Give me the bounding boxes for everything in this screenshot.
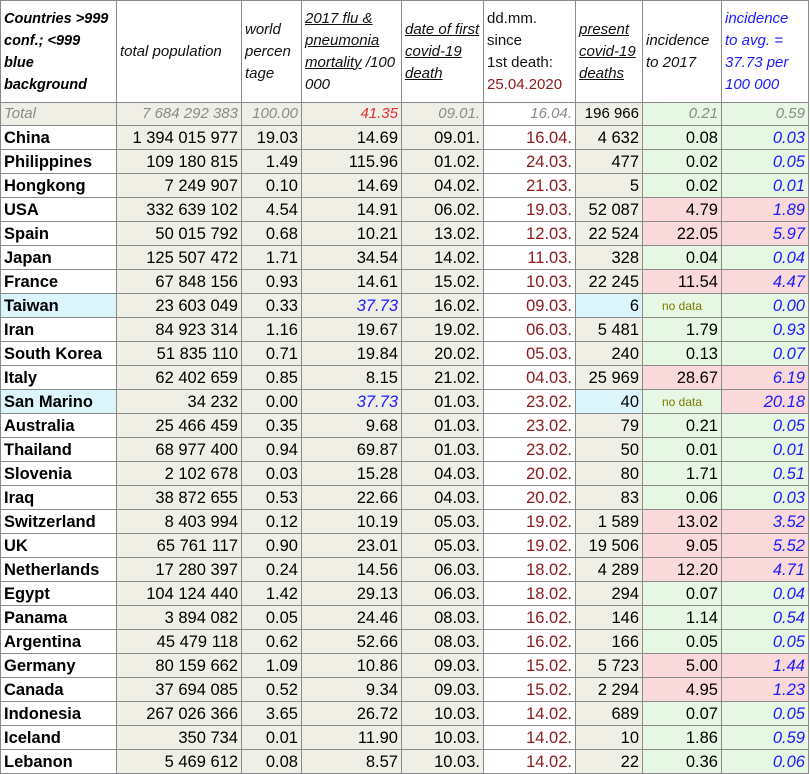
total-world: 100.00 <box>242 103 302 126</box>
header-since-line3: 1st death: <box>487 53 553 71</box>
cell-population: 2 102 678 <box>117 462 242 486</box>
cell-incidence: 0.13 <box>643 342 722 366</box>
cell-incidence: 0.36 <box>643 750 722 774</box>
cell-flu-mortality: 10.19 <box>302 510 402 534</box>
cell-incidence-avg: 4.47 <box>722 270 809 294</box>
cell-country: Philippines <box>1 150 117 174</box>
cell-flu-mortality: 11.90 <box>302 726 402 750</box>
cell-country: Panama <box>1 606 117 630</box>
cell-incidence: 0.07 <box>643 702 722 726</box>
cell-incidence-avg: 1.23 <box>722 678 809 702</box>
cell-since-first-death: 20.02. <box>484 486 576 510</box>
cell-country: China <box>1 126 117 150</box>
cell-incidence: 1.86 <box>643 726 722 750</box>
cell-first-death: 09.01. <box>402 126 484 150</box>
cell-population: 67 848 156 <box>117 270 242 294</box>
cell-world-percentage: 0.53 <box>242 486 302 510</box>
cell-present-deaths: 22 524 <box>576 222 643 246</box>
cell-world-percentage: 0.00 <box>242 390 302 414</box>
cell-population: 3 894 082 <box>117 606 242 630</box>
cell-country: Hongkong <box>1 174 117 198</box>
cell-country: Germany <box>1 654 117 678</box>
cell-present-deaths: 294 <box>576 582 643 606</box>
cell-present-deaths: 19 506 <box>576 534 643 558</box>
cell-incidence-avg: 0.06 <box>722 750 809 774</box>
table-row <box>1 126 809 150</box>
cell-incidence-avg: 6.19 <box>722 366 809 390</box>
cell-country: Spain <box>1 222 117 246</box>
cell-incidence-avg: 0.05 <box>722 702 809 726</box>
table-row <box>1 366 809 390</box>
cell-first-death: 10.03. <box>402 702 484 726</box>
cell-incidence-avg: 20.18 <box>722 390 809 414</box>
cell-population: 68 977 400 <box>117 438 242 462</box>
cell-since-first-death: 15.02. <box>484 654 576 678</box>
cell-country: Iran <box>1 318 117 342</box>
cell-incidence: no data <box>643 294 722 318</box>
cell-present-deaths: 477 <box>576 150 643 174</box>
cell-since-first-death: 16.04. <box>484 126 576 150</box>
cell-first-death: 10.03. <box>402 726 484 750</box>
cell-world-percentage: 0.10 <box>242 174 302 198</box>
cell-first-death: 06.03. <box>402 558 484 582</box>
cell-since-first-death: 06.03. <box>484 318 576 342</box>
cell-country: Iraq <box>1 486 117 510</box>
cell-flu-mortality: 69.87 <box>302 438 402 462</box>
cell-incidence: 0.21 <box>643 414 722 438</box>
cell-population: 50 015 792 <box>117 222 242 246</box>
cell-incidence: 0.04 <box>643 246 722 270</box>
cell-first-death: 06.03. <box>402 582 484 606</box>
cell-world-percentage: 0.05 <box>242 606 302 630</box>
table-row <box>1 294 809 318</box>
cell-incidence-avg: 5.97 <box>722 222 809 246</box>
cell-since-first-death: 11.03. <box>484 246 576 270</box>
cell-flu-mortality: 34.54 <box>302 246 402 270</box>
cell-present-deaths: 50 <box>576 438 643 462</box>
cell-population: 37 694 085 <box>117 678 242 702</box>
header-incidence-2017: incidence to 2017 <box>643 1 722 103</box>
cell-first-death: 13.02. <box>402 222 484 246</box>
cell-population: 25 466 459 <box>117 414 242 438</box>
cell-flu-mortality: 9.68 <box>302 414 402 438</box>
cell-incidence-avg: 0.54 <box>722 606 809 630</box>
cell-since-first-death: 23.02. <box>484 414 576 438</box>
cell-incidence: 28.67 <box>643 366 722 390</box>
table-row <box>1 582 809 606</box>
cell-first-death: 01.03. <box>402 414 484 438</box>
cell-first-death: 04.02. <box>402 174 484 198</box>
cell-population: 51 835 110 <box>117 342 242 366</box>
cell-since-first-death: 04.03. <box>484 366 576 390</box>
cell-incidence: 1.71 <box>643 462 722 486</box>
total-incidence: 0.21 <box>643 103 722 126</box>
cell-population: 80 159 662 <box>117 654 242 678</box>
cell-incidence-avg: 0.05 <box>722 150 809 174</box>
header-flu-mortality-unit: /100 000 <box>305 53 396 93</box>
cell-incidence: 1.14 <box>643 606 722 630</box>
cell-present-deaths: 2 294 <box>576 678 643 702</box>
header-since-first-death <box>484 1 576 103</box>
cell-incidence-avg: 0.01 <box>722 438 809 462</box>
cell-present-deaths: 10 <box>576 726 643 750</box>
cell-population: 17 280 397 <box>117 558 242 582</box>
total-since: 16.04. <box>484 103 576 126</box>
cell-population: 45 479 118 <box>117 630 242 654</box>
cell-flu-mortality: 14.91 <box>302 198 402 222</box>
table-row <box>1 174 809 198</box>
table-row <box>1 750 809 774</box>
header-world-percentage: world percen tage <box>242 1 302 103</box>
table-row <box>1 678 809 702</box>
table-row <box>1 246 809 270</box>
cell-since-first-death: 19.02. <box>484 534 576 558</box>
cell-flu-mortality: 24.46 <box>302 606 402 630</box>
cell-since-first-death: 18.02. <box>484 582 576 606</box>
table-row <box>1 654 809 678</box>
cell-incidence: 0.02 <box>643 174 722 198</box>
cell-population: 267 026 366 <box>117 702 242 726</box>
cell-since-first-death: 16.02. <box>484 630 576 654</box>
cell-country: Taiwan <box>1 294 117 318</box>
cell-first-death: 09.03. <box>402 678 484 702</box>
cell-world-percentage: 0.94 <box>242 438 302 462</box>
cell-population: 109 180 815 <box>117 150 242 174</box>
cell-incidence: 0.06 <box>643 486 722 510</box>
total-first: 09.01. <box>402 103 484 126</box>
cell-population: 38 872 655 <box>117 486 242 510</box>
cell-first-death: 09.03. <box>402 654 484 678</box>
cell-first-death: 05.03. <box>402 534 484 558</box>
total-deaths: 196 966 <box>576 103 643 126</box>
cell-first-death: 08.03. <box>402 630 484 654</box>
cell-incidence: no data <box>643 390 722 414</box>
cell-since-first-death: 18.02. <box>484 558 576 582</box>
cell-incidence-avg: 0.93 <box>722 318 809 342</box>
header-present-deaths: present covid-19 deaths <box>576 1 643 103</box>
table-row <box>1 462 809 486</box>
cell-since-first-death: 10.03. <box>484 270 576 294</box>
cell-incidence-avg: 0.04 <box>722 582 809 606</box>
cell-incidence: 0.01 <box>643 438 722 462</box>
cell-incidence: 1.79 <box>643 318 722 342</box>
cell-incidence-avg: 0.07 <box>722 342 809 366</box>
cell-population: 104 124 440 <box>117 582 242 606</box>
cell-since-first-death: 19.03. <box>484 198 576 222</box>
cell-country: Lebanon <box>1 750 117 774</box>
cell-country: Switzerland <box>1 510 117 534</box>
cell-first-death: 05.03. <box>402 510 484 534</box>
cell-present-deaths: 52 087 <box>576 198 643 222</box>
cell-flu-mortality: 52.66 <box>302 630 402 654</box>
cell-incidence-avg: 0.03 <box>722 126 809 150</box>
cell-country: South Korea <box>1 342 117 366</box>
cell-country: Canada <box>1 678 117 702</box>
header-country: Countries >999 conf.; <999 blue background <box>1 1 117 103</box>
cell-world-percentage: 0.08 <box>242 750 302 774</box>
cell-population: 84 923 314 <box>117 318 242 342</box>
cell-world-percentage: 4.54 <box>242 198 302 222</box>
cell-country: Argentina <box>1 630 117 654</box>
table-row <box>1 534 809 558</box>
cell-since-first-death: 15.02. <box>484 678 576 702</box>
cell-present-deaths: 22 245 <box>576 270 643 294</box>
cell-incidence-avg: 0.05 <box>722 630 809 654</box>
table-row <box>1 390 809 414</box>
table-row <box>1 414 809 438</box>
cell-present-deaths: 80 <box>576 462 643 486</box>
cell-since-first-death: 05.03. <box>484 342 576 366</box>
cell-population: 23 603 049 <box>117 294 242 318</box>
cell-flu-mortality: 22.66 <box>302 486 402 510</box>
cell-incidence: 4.95 <box>643 678 722 702</box>
cell-since-first-death: 19.02. <box>484 510 576 534</box>
cell-country: France <box>1 270 117 294</box>
table-row <box>1 150 809 174</box>
cell-incidence: 13.02 <box>643 510 722 534</box>
cell-world-percentage: 1.49 <box>242 150 302 174</box>
cell-present-deaths: 6 <box>576 294 643 318</box>
cell-world-percentage: 19.03 <box>242 126 302 150</box>
cell-since-first-death: 14.02. <box>484 702 576 726</box>
cell-present-deaths: 328 <box>576 246 643 270</box>
cell-first-death: 08.03. <box>402 606 484 630</box>
cell-world-percentage: 0.35 <box>242 414 302 438</box>
cell-incidence-avg: 1.89 <box>722 198 809 222</box>
cell-present-deaths: 4 632 <box>576 126 643 150</box>
cell-population: 62 402 659 <box>117 366 242 390</box>
total-row <box>1 103 809 126</box>
table-row <box>1 486 809 510</box>
cell-flu-mortality: 19.67 <box>302 318 402 342</box>
cell-present-deaths: 166 <box>576 630 643 654</box>
cell-first-death: 06.02. <box>402 198 484 222</box>
table-row <box>1 510 809 534</box>
cell-present-deaths: 5 <box>576 174 643 198</box>
cell-first-death: 01.03. <box>402 438 484 462</box>
total-label: Total <box>1 103 117 126</box>
cell-world-percentage: 0.62 <box>242 630 302 654</box>
cell-country: USA <box>1 198 117 222</box>
cell-since-first-death: 12.03. <box>484 222 576 246</box>
cell-world-percentage: 1.71 <box>242 246 302 270</box>
table-row <box>1 318 809 342</box>
cell-first-death: 21.02. <box>402 366 484 390</box>
cell-since-first-death: 24.03. <box>484 150 576 174</box>
cell-incidence-avg: 0.03 <box>722 486 809 510</box>
cell-world-percentage: 0.93 <box>242 270 302 294</box>
cell-incidence-avg: 5.52 <box>722 534 809 558</box>
cell-country: Egypt <box>1 582 117 606</box>
cell-country: Australia <box>1 414 117 438</box>
cell-world-percentage: 0.24 <box>242 558 302 582</box>
cell-first-death: 15.02. <box>402 270 484 294</box>
cell-incidence: 4.79 <box>643 198 722 222</box>
cell-world-percentage: 0.03 <box>242 462 302 486</box>
cell-incidence-avg: 0.51 <box>722 462 809 486</box>
cell-present-deaths: 689 <box>576 702 643 726</box>
cell-country: San Marino <box>1 390 117 414</box>
cell-population: 5 469 612 <box>117 750 242 774</box>
cell-world-percentage: 0.52 <box>242 678 302 702</box>
cell-flu-mortality: 10.21 <box>302 222 402 246</box>
cell-first-death: 04.03. <box>402 486 484 510</box>
cell-present-deaths: 5 723 <box>576 654 643 678</box>
cell-incidence-avg: 1.44 <box>722 654 809 678</box>
cell-flu-mortality: 9.34 <box>302 678 402 702</box>
cell-world-percentage: 0.33 <box>242 294 302 318</box>
cell-country: Iceland <box>1 726 117 750</box>
header-incidence-avg: incidence to avg. = 37.73 per 100 000 <box>722 1 809 103</box>
cell-first-death: 04.03. <box>402 462 484 486</box>
cell-flu-mortality: 29.13 <box>302 582 402 606</box>
cell-world-percentage: 0.90 <box>242 534 302 558</box>
cell-incidence: 0.02 <box>643 150 722 174</box>
cell-flu-mortality: 14.69 <box>302 126 402 150</box>
header-first-death: date of first covid-19 death <box>402 1 484 103</box>
cell-flu-mortality: 37.73 <box>302 390 402 414</box>
table-row <box>1 726 809 750</box>
cell-population: 7 249 907 <box>117 174 242 198</box>
table-row <box>1 630 809 654</box>
table-row <box>1 342 809 366</box>
cell-population: 350 734 <box>117 726 242 750</box>
cell-incidence: 12.20 <box>643 558 722 582</box>
cell-flu-mortality: 115.96 <box>302 150 402 174</box>
cell-incidence: 0.07 <box>643 582 722 606</box>
cell-incidence: 0.08 <box>643 126 722 150</box>
cell-first-death: 20.02. <box>402 342 484 366</box>
cell-incidence-avg: 0.05 <box>722 414 809 438</box>
table-row <box>1 198 809 222</box>
cell-since-first-death: 23.02. <box>484 438 576 462</box>
cell-flu-mortality: 14.69 <box>302 174 402 198</box>
cell-incidence: 9.05 <box>643 534 722 558</box>
cell-country: Japan <box>1 246 117 270</box>
cell-since-first-death: 21.03. <box>484 174 576 198</box>
cell-first-death: 14.02. <box>402 246 484 270</box>
cell-present-deaths: 4 289 <box>576 558 643 582</box>
cell-first-death: 19.02. <box>402 318 484 342</box>
table-row <box>1 558 809 582</box>
cell-since-first-death: 23.02. <box>484 390 576 414</box>
cell-incidence-avg: 0.59 <box>722 726 809 750</box>
cell-flu-mortality: 23.01 <box>302 534 402 558</box>
cell-world-percentage: 0.01 <box>242 726 302 750</box>
cell-population: 1 394 015 977 <box>117 126 242 150</box>
cell-population: 332 639 102 <box>117 198 242 222</box>
cell-flu-mortality: 14.56 <box>302 558 402 582</box>
cell-population: 34 232 <box>117 390 242 414</box>
table-row <box>1 438 809 462</box>
cell-present-deaths: 1 589 <box>576 510 643 534</box>
cell-since-first-death: 14.02. <box>484 726 576 750</box>
cell-country: Italy <box>1 366 117 390</box>
cell-since-first-death: 16.02. <box>484 606 576 630</box>
header-population: total population <box>117 1 242 103</box>
cell-world-percentage: 1.09 <box>242 654 302 678</box>
header-since-line2: since <box>487 31 523 49</box>
cell-population: 125 507 472 <box>117 246 242 270</box>
cell-present-deaths: 40 <box>576 390 643 414</box>
cell-country: UK <box>1 534 117 558</box>
total-avg: 0.59 <box>722 103 809 126</box>
cell-present-deaths: 22 <box>576 750 643 774</box>
cell-incidence: 22.05 <box>643 222 722 246</box>
cell-incidence-avg: 4.71 <box>722 558 809 582</box>
cell-world-percentage: 0.68 <box>242 222 302 246</box>
cell-flu-mortality: 8.15 <box>302 366 402 390</box>
header-flu-mortality-title: 2017 flu & pneumonia mortality <box>305 9 380 71</box>
cell-present-deaths: 79 <box>576 414 643 438</box>
cell-country: Netherlands <box>1 558 117 582</box>
cell-world-percentage: 0.12 <box>242 510 302 534</box>
cell-flu-mortality: 14.61 <box>302 270 402 294</box>
cell-population: 65 761 117 <box>117 534 242 558</box>
table-row <box>1 222 809 246</box>
table-row <box>1 606 809 630</box>
cell-world-percentage: 1.42 <box>242 582 302 606</box>
cell-country: Thailand <box>1 438 117 462</box>
cell-incidence-avg: 0.00 <box>722 294 809 318</box>
cell-incidence-avg: 0.01 <box>722 174 809 198</box>
cell-country: Slovenia <box>1 462 117 486</box>
cell-first-death: 01.02. <box>402 150 484 174</box>
cell-since-first-death: 20.02. <box>484 462 576 486</box>
cell-world-percentage: 0.85 <box>242 366 302 390</box>
cell-present-deaths: 240 <box>576 342 643 366</box>
cell-incidence-avg: 3.52 <box>722 510 809 534</box>
cell-population: 8 403 994 <box>117 510 242 534</box>
cell-present-deaths: 5 481 <box>576 318 643 342</box>
header-flu-mortality <box>302 1 402 103</box>
cell-incidence: 11.54 <box>643 270 722 294</box>
cell-flu-mortality: 26.72 <box>302 702 402 726</box>
table-row <box>1 702 809 726</box>
cell-flu-mortality: 8.57 <box>302 750 402 774</box>
cell-first-death: 01.03. <box>402 390 484 414</box>
cell-present-deaths: 146 <box>576 606 643 630</box>
cell-world-percentage: 0.71 <box>242 342 302 366</box>
cell-flu-mortality: 15.28 <box>302 462 402 486</box>
cell-flu-mortality: 37.73 <box>302 294 402 318</box>
cell-present-deaths: 25 969 <box>576 366 643 390</box>
cell-first-death: 10.03. <box>402 750 484 774</box>
cell-since-first-death: 09.03. <box>484 294 576 318</box>
cell-flu-mortality: 19.84 <box>302 342 402 366</box>
cell-world-percentage: 1.16 <box>242 318 302 342</box>
cell-flu-mortality: 10.86 <box>302 654 402 678</box>
total-population: 7 684 292 383 <box>117 103 242 126</box>
cell-incidence: 0.05 <box>643 630 722 654</box>
total-flu: 41.35 <box>302 103 402 126</box>
header-row <box>1 1 809 103</box>
cell-incidence: 5.00 <box>643 654 722 678</box>
cell-incidence-avg: 0.04 <box>722 246 809 270</box>
cell-since-first-death: 14.02. <box>484 750 576 774</box>
cell-present-deaths: 83 <box>576 486 643 510</box>
header-since-line1: dd.mm. <box>487 9 538 27</box>
cell-world-percentage: 3.65 <box>242 702 302 726</box>
header-since-date: 25.04.2020 <box>487 75 563 93</box>
table-row <box>1 270 809 294</box>
cell-country: Indonesia <box>1 702 117 726</box>
cell-first-death: 16.02. <box>402 294 484 318</box>
